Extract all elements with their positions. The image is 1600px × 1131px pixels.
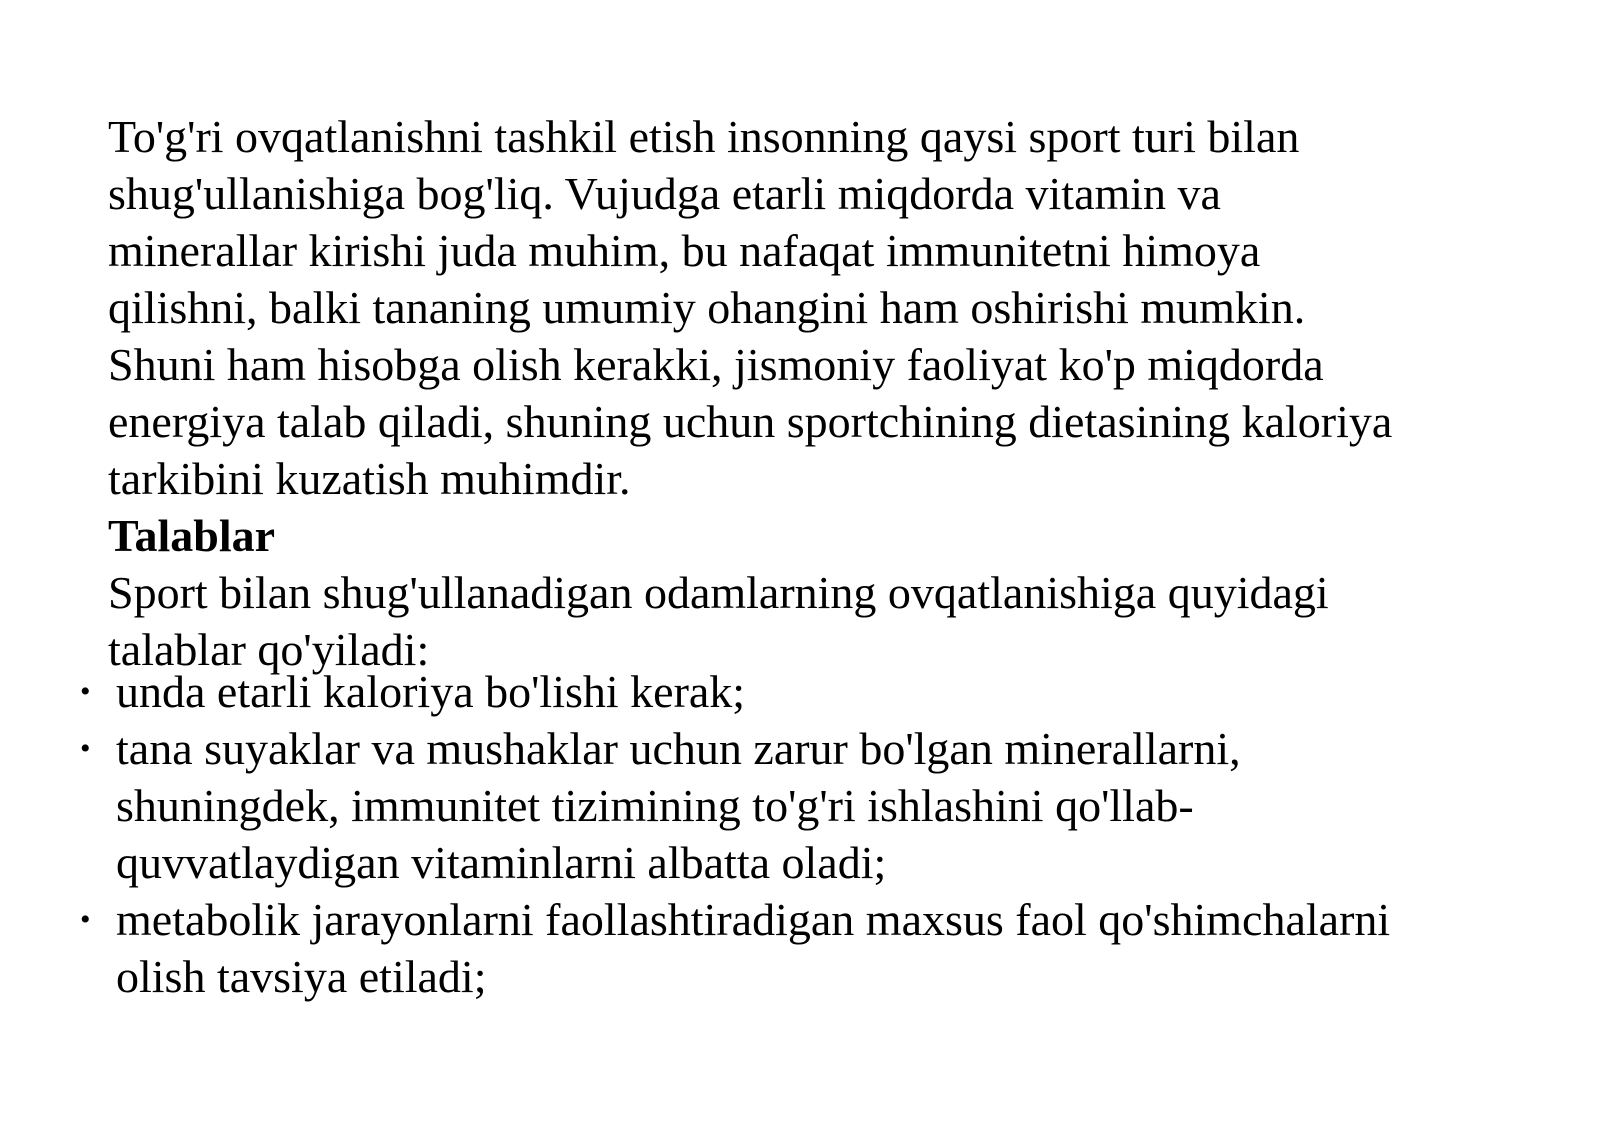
bullet-icon: • [80,903,91,936]
text-block [108,108,1508,678]
requirements-list [0,663,1600,1005]
intro-line: Shuni ham hisobga olish kerakki, jismoniy faoliyat ko'p miqdorda [108,339,1324,390]
intro-line: tarkibini kuzatish muhimdir. [108,453,631,504]
list-item [0,720,1600,891]
list-item-line: metabolik jarayonlarni faollashtiradigan maxsus faol qo'shimchalarni [116,894,1391,945]
list-item [0,891,1600,1005]
intro-line: minerallar kirishi juda muhim, bu nafaqat immunitetni himoya [108,225,1261,276]
intro-line: qilishni, balki tananing umumiy ohangini ham oshirishi mumkin. [108,282,1306,333]
section-heading: Talablar [108,510,276,561]
intro-line: To'g'ri ovqatlanishni tashkil etish insonning qaysi sport turi bilan [108,111,1300,162]
list-item-line: unda etarli kaloriya bo'lishi kerak; [116,666,746,717]
list-item-line: shuningdek, immunitet tizimining to'g'ri ishlashini qo'llab- [116,780,1194,831]
list-item [0,663,1600,720]
bullet-icon: • [80,732,91,765]
lead-line: talablar qo'yiladi: [108,624,430,675]
intro-line: shug'ullanishiga bog'liq. Vujudga etarli miqdorda vitamin va [108,168,1221,219]
intro-line: energiya talab qiladi, shuning uchun sportchining dietasining kaloriya [108,396,1393,447]
list-item-line: tana suyaklar va mushaklar uchun zarur bo'lgan minerallarni, [116,723,1241,774]
bullet-icon: • [80,675,91,708]
lead-line: Sport bilan shug'ullanadigan odamlarning ovqatlanishiga quyidagi [108,567,1329,618]
list-item-line: quvvatlaydigan vitaminlarni albatta oladi; [116,837,887,888]
list-item-line: olish tavsiya etiladi; [116,951,487,1002]
